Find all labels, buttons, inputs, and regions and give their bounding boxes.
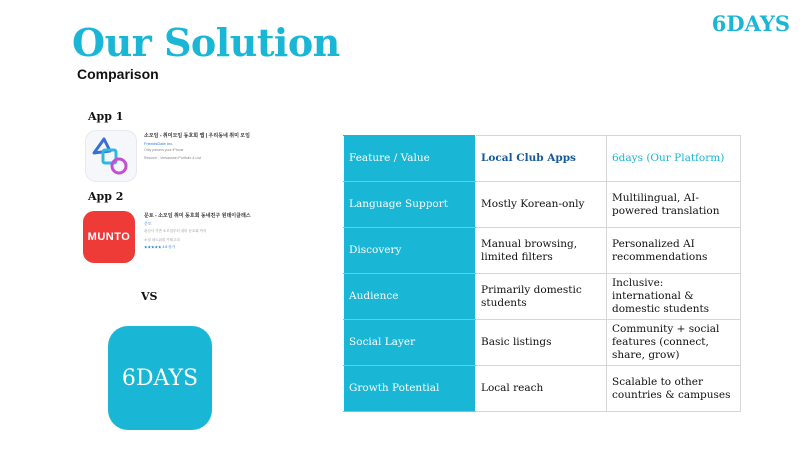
app1-extra: Resume - Versansion Portfolio & List xyxy=(144,156,201,160)
table-header-cell: Feature / Value xyxy=(344,136,476,182)
table-cell-feature: Growth Potential xyxy=(344,366,476,412)
table-header-cell: 6days (Our Platform) xyxy=(607,136,741,182)
app2-listing xyxy=(144,212,251,250)
app2-rating: ★★★★★ 4.8 평가 xyxy=(144,245,176,249)
table-header-row xyxy=(344,136,741,182)
vs-label: VS xyxy=(141,290,158,303)
table-row xyxy=(344,182,741,228)
table-cell-feature: Discovery xyxy=(344,228,476,274)
brand-logo-text: 6DAYS xyxy=(711,11,790,36)
app1-listing-title: 소모임 - 취미모임 동호회 앱 | 우리동네 취미 모임 xyxy=(144,133,250,139)
table-cell-feature: Language Support xyxy=(344,182,476,228)
somoim-shapes-icon xyxy=(85,130,137,182)
table-row xyxy=(344,274,741,320)
page-subtitle: Comparison xyxy=(77,66,159,82)
6days-app-icon xyxy=(108,326,212,430)
table-cell: Community + social features (connect, share, grow) xyxy=(607,320,741,366)
table-cell: Inclusive: international & domestic students xyxy=(607,274,741,320)
app2-listing-title: 문토 - 소모임 취미 동호회 동네친구 원데이클래스 xyxy=(144,213,251,219)
table-cell: Mostly Korean-only xyxy=(476,182,607,228)
page-title: Our Solution xyxy=(72,20,340,65)
table-cell: Multilingual, AI-powered translation xyxy=(607,182,741,228)
table-row xyxy=(344,320,741,366)
app2-subtitle: 관심사 기반 소모임부터 취미 동호회 까지 xyxy=(144,229,207,233)
6days-icon-text: 6DAYS xyxy=(121,365,199,391)
table-cell: Primarily domestic students xyxy=(476,274,607,320)
table-cell-feature: Audience xyxy=(344,274,476,320)
app2-extra: 소셜 네트워킹 카테고리 xyxy=(144,238,180,242)
table-row xyxy=(344,228,741,274)
app1-label: App 1 xyxy=(88,110,124,123)
table-row xyxy=(344,366,741,412)
app1-developer: FriendsDate Inc. xyxy=(144,141,174,146)
app2-developer: 문토 xyxy=(144,221,152,226)
table-cell: Local reach xyxy=(476,366,607,412)
comparison-table xyxy=(343,135,741,412)
table-cell-feature: Social Layer xyxy=(344,320,476,366)
app2-label: App 2 xyxy=(88,190,124,203)
table-cell: Personalized AI recommendations xyxy=(607,228,741,274)
app1-subtitle: Only parsers your iPhone xyxy=(144,148,184,152)
munto-icon-text: MUNTO xyxy=(87,231,131,243)
table-cell: Basic listings xyxy=(476,320,607,366)
table-header-cell: Local Club Apps xyxy=(476,136,607,182)
table-cell: Manual browsing, limited filters xyxy=(476,228,607,274)
munto-app-icon xyxy=(83,211,135,263)
app1-listing xyxy=(144,132,250,160)
table-cell: Scalable to other countries & campuses xyxy=(607,366,741,412)
